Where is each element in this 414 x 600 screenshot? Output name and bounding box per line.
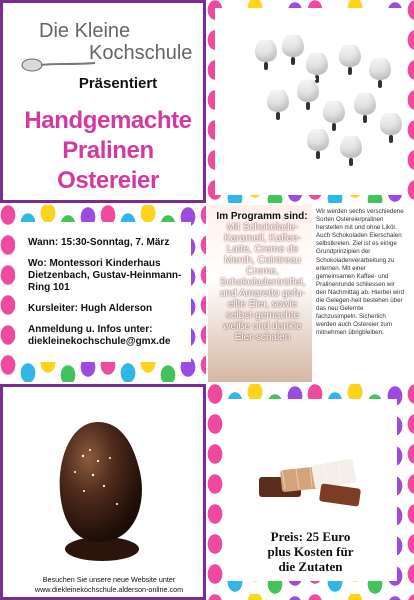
price-panel xyxy=(207,384,414,600)
instructor-line: Kursleiter: Hugh Alderson xyxy=(28,303,153,314)
eggshell-chick-icon xyxy=(354,91,376,115)
eggshell-chicks-photo xyxy=(215,8,406,195)
description-text: Wir werden sechs verschiedene Sorten Ostereierpralinen herstellen mit und ohne Likör. Auch Schokoladen Eierschalen selbstkreien. Ziel ist es einige Grundprinzipien der Schokoladenverarbeitung zu erlernen. Mit einer gemeinsamen Kaffee- und Pralinenrunde schliessen wir den Nachmittag ab. Hierbei wird die Gelegen-heit bestehen über das neu Gelernte fachzusimpeln. Sicherlich werden auch Ostereier zum mitnehmen übrigbleiben. xyxy=(316,208,405,337)
website-label: Besuchen Sie unsere neue Website unter xyxy=(42,575,176,584)
price-line-3: die Zutaten xyxy=(278,559,343,574)
website-url: www.diekleinekochschule.alderson-online.com xyxy=(34,585,184,594)
program-text: Mit Schokolade-Karamell, Kaffee-Latte, Creme de Menth, Cointreau Creme, Schokoladentrüffel, und Amaretto gefu-ellte Eier, sowie selbst-gemachte weiße und dunkle Eier-schalen xyxy=(219,222,306,343)
eggshell-chick-icon xyxy=(323,99,345,123)
title-line-1: Handgemachte xyxy=(24,107,192,134)
where-line: Wo: Montessori Kinderhaus Dietzenbach, Gustav-Heinmann-Ring 101 xyxy=(28,258,182,293)
top-left-title-panel xyxy=(0,0,206,203)
logo-line-1: Die Kleine xyxy=(39,20,131,42)
egg-panel xyxy=(0,384,206,600)
eggshell-chick-icon xyxy=(255,38,277,62)
price-line-2: plus Kosten für xyxy=(267,544,354,559)
eggshell-chick-icon xyxy=(306,51,328,75)
eggshell-chick-icon xyxy=(339,43,361,67)
title-line-2: Pralinen xyxy=(62,137,154,164)
spoon-icon xyxy=(21,58,97,72)
eggshell-chick-icon xyxy=(340,134,362,158)
program-title: Im Programm sind: xyxy=(216,211,308,222)
top-right-photo-panel xyxy=(207,0,414,203)
price-text xyxy=(248,529,373,574)
when-line: Wann: 15:30-Sonntag, 7. März xyxy=(28,237,170,248)
presents-label: Präsentiert xyxy=(78,75,158,92)
eggshell-chick-icon xyxy=(380,111,402,135)
eggshell-chick-icon xyxy=(307,127,329,151)
logo-text xyxy=(39,21,199,63)
price-line-1: Preis: 25 Euro xyxy=(270,529,351,544)
website-footer xyxy=(11,575,207,595)
eggshell-chick-icon xyxy=(282,33,304,57)
chocolate-pieces-image xyxy=(252,447,370,517)
email-address: diekleinekochschule@gmx.de xyxy=(28,336,171,347)
chocolate-egg-image xyxy=(48,414,148,564)
logo-line-2: Kochschule xyxy=(89,42,193,64)
event-details xyxy=(28,237,198,357)
eggshell-chick-icon xyxy=(267,88,289,112)
eggshell-chick-icon xyxy=(369,56,391,80)
title-line-3: Ostereier xyxy=(57,167,159,194)
eggshell-chick-icon xyxy=(297,78,319,102)
event-title xyxy=(13,106,203,196)
registration-label: Anmeldung u. Infos unter: xyxy=(28,324,153,335)
event-details-panel xyxy=(0,205,206,382)
